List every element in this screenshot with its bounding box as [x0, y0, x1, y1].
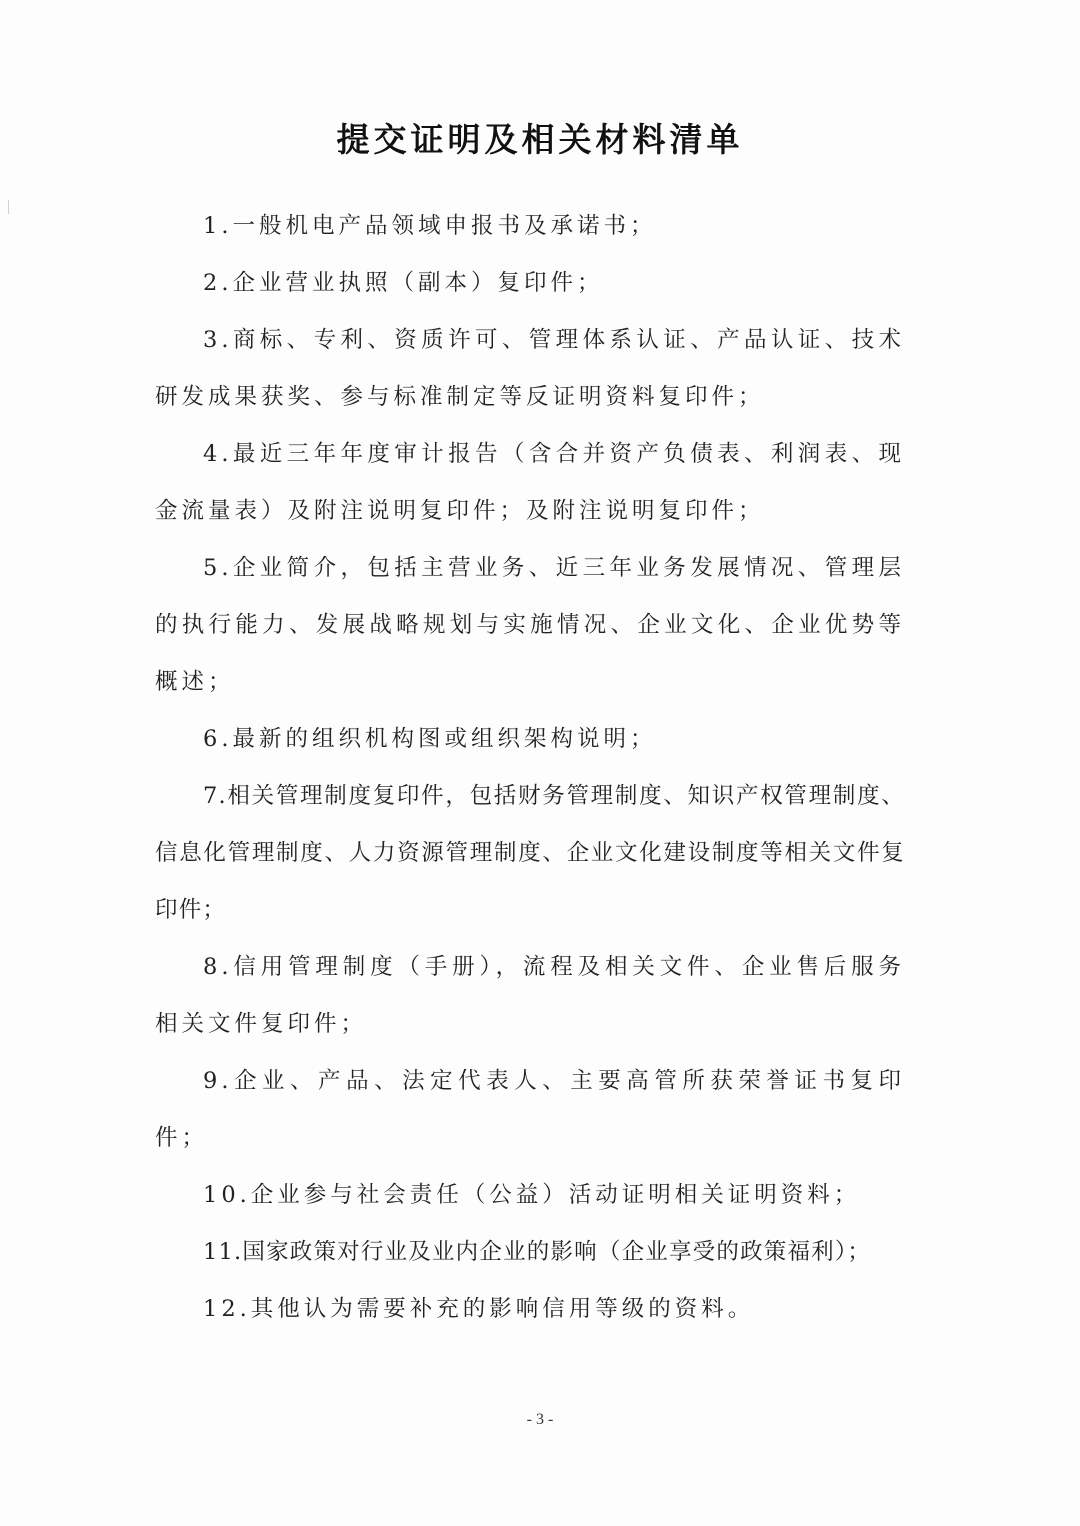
materials-list	[155, 198, 905, 1338]
list-item: 9.企业、产品、法定代表人、主要高管所获荣誉证书复印件；	[155, 1068, 905, 1151]
list-item: 8.信用管理制度（手册），流程及相关文件、企业售后服务相关文件复印件；	[155, 954, 905, 1037]
list-item: 11.国家政策对行业及业内企业的影响（企业享受的政策福利）；	[203, 1239, 872, 1265]
page-number: - 3 -	[526, 1411, 554, 1428]
list-item: 10.企业参与社会责任（公益）活动证明相关证明资料；	[203, 1182, 861, 1208]
list-item: 3.商标、专利、资质许可、管理体系认证、产品认证、技术研发成果获奖、参与标准制定等反证明资料复印件；	[155, 327, 905, 410]
list-item: 4.最近三年年度审计报告（含合并资产负债表、利润表、现金流量表）及附注说明复印件；及附注说明复印件；	[155, 441, 905, 524]
list-item: 1.一般机电产品领域申报书及承诺书；	[203, 213, 657, 239]
list-item: 6.最新的组织机构图或组织架构说明；	[203, 726, 657, 752]
list-item: 12.其他认为需要补充的影响信用等级的资料。	[203, 1296, 755, 1322]
page-title: 提交证明及相关材料清单	[336, 120, 744, 159]
list-item: 7.相关管理制度复印件，包括财务管理制度、知识产权管理制度、信息化管理制度、人力资源管理制度、企业文化建设制度等相关文件复印件；	[155, 783, 905, 923]
list-item: 2.企业营业执照（副本）复印件；	[203, 270, 604, 296]
list-item: 5.企业简介，包括主营业务、近三年业务发展情况、管理层的执行能力、发展战略规划与实施情况、企业文化、企业优势等概述；	[155, 555, 905, 695]
scan-artifact	[8, 200, 9, 214]
